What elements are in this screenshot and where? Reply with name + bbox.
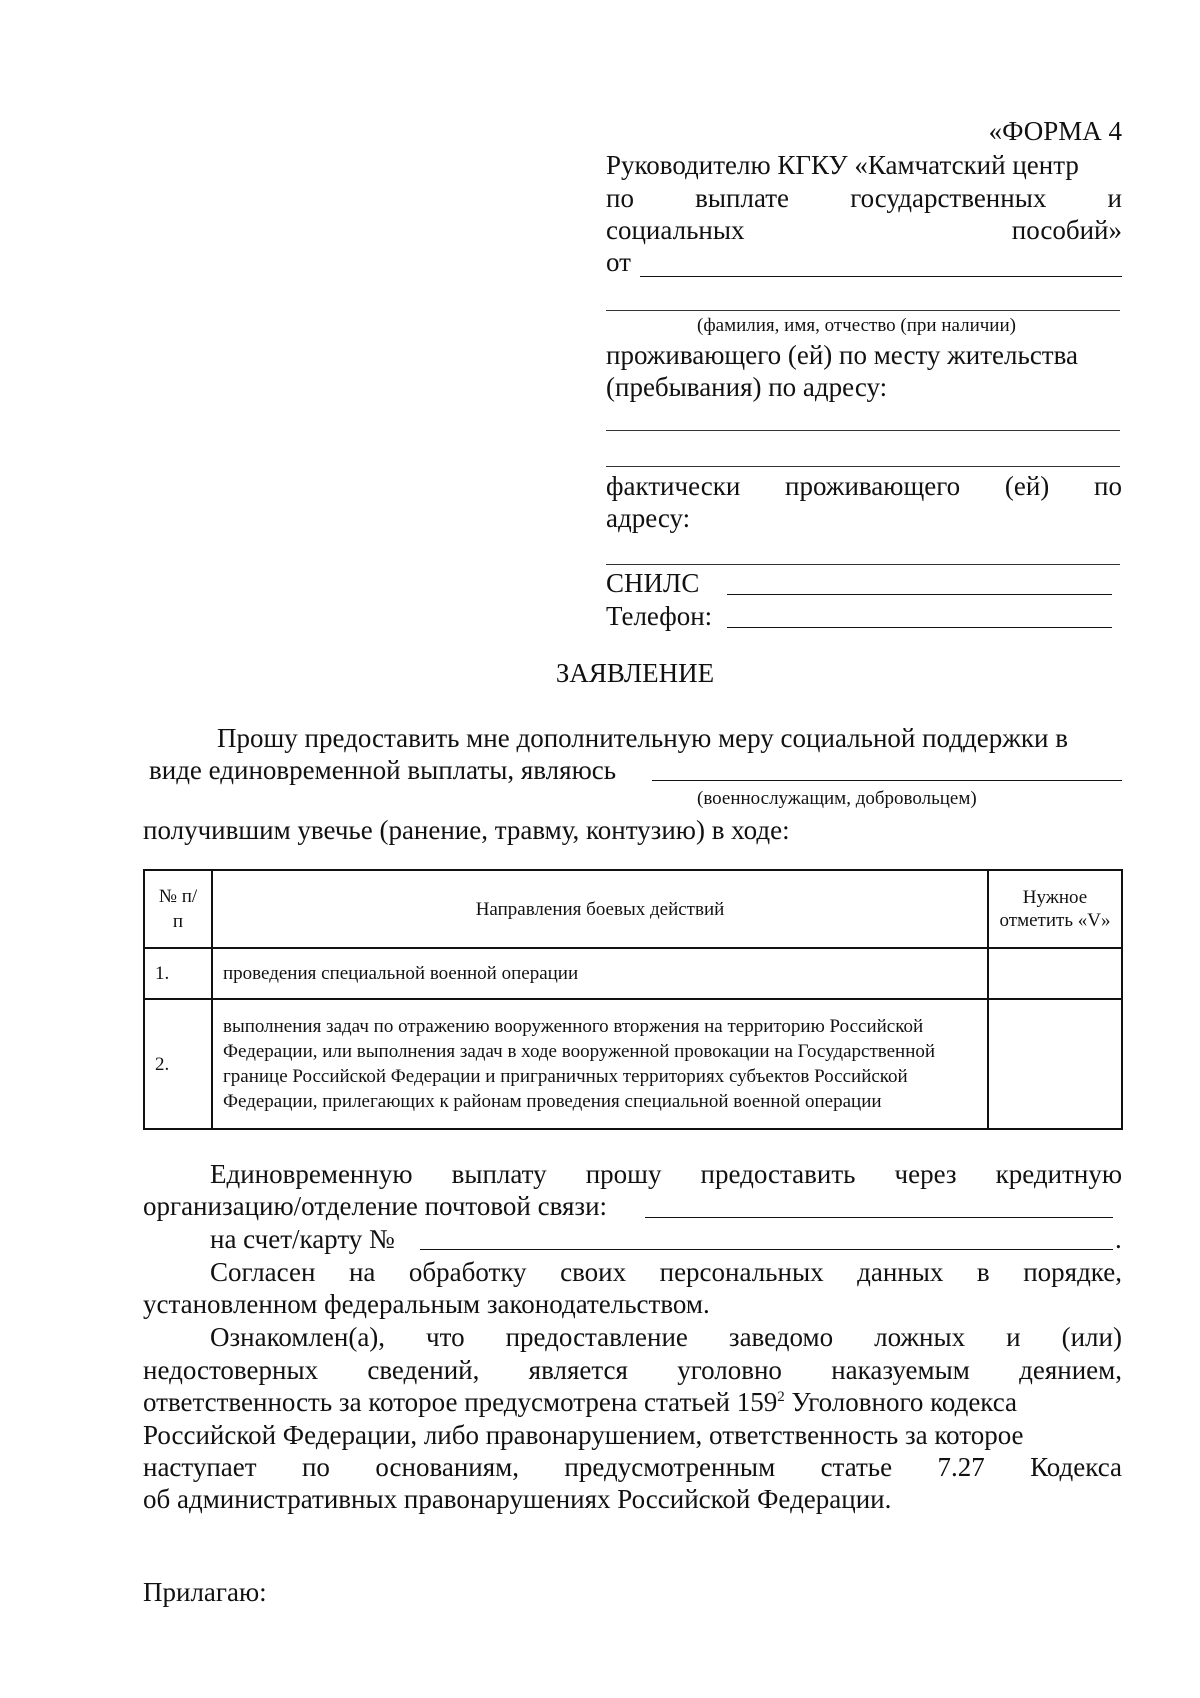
form-number: «ФОРМА 4 xyxy=(988,116,1122,146)
account-number-field[interactable] xyxy=(420,1249,1113,1250)
status-hint: (военнослужащим, добровольцем) xyxy=(697,788,977,809)
consent-line-2: установленном федеральным законодательством. xyxy=(143,1289,710,1319)
liability-line-5: наступает по основаниям, предусмотренным статье 7.27 Кодекса xyxy=(143,1452,1122,1482)
header-mark: Нужное отметить «V» xyxy=(988,870,1122,948)
payment-line-2: организацию/отделение почтовой связи: xyxy=(143,1191,608,1221)
status-field[interactable] xyxy=(652,780,1122,781)
residence-line-2: (пребывания) по адресу: xyxy=(606,372,888,402)
residence-line-1: проживающего (ей) по месту жительства xyxy=(606,340,1078,370)
actual-address-field[interactable] xyxy=(606,564,1120,565)
row-text: проведения специальной военной операции xyxy=(212,948,988,999)
bank-field[interactable] xyxy=(645,1217,1113,1218)
addressee-line-1: Руководителю КГКУ «Камчатский центр xyxy=(606,150,1079,180)
row-num: 2. xyxy=(144,999,212,1129)
liability-line-6: об административных правонарушениях Российской Федерации. xyxy=(143,1484,892,1514)
phone-field[interactable] xyxy=(727,627,1112,628)
liability-line-1: Ознакомлен(а), что предоставление заведомо ложных и (или) xyxy=(210,1322,1122,1352)
article-superscript: 2 xyxy=(777,1389,785,1405)
consent-line-1: Согласен на обработку своих персональных данных в порядке, xyxy=(210,1257,1122,1287)
row-text: выполнения задач по отражению вооруженного вторжения на территорию Российской Федерации, или выполнения задач в ходе вооруженной провокации на Государственной границе Российской Федерации и приграничных территориях субъектов Российской Федерации, прилегающих к районам проведения специальной военной операции xyxy=(212,999,988,1129)
liability-line-4: Российской Федерации, либо правонарушением, ответственность за которое xyxy=(143,1420,1024,1450)
request-line-2: виде единовременной выплаты, являюсь xyxy=(149,755,617,785)
phone-label: Телефон: xyxy=(606,601,713,631)
actual-address-line-1: фактически проживающего (ей) по xyxy=(606,471,1122,501)
residence-address-field-2[interactable] xyxy=(606,466,1120,467)
from-name-field-line-2[interactable] xyxy=(606,310,1120,311)
attachments-label: Прилагаю: xyxy=(143,1577,267,1607)
addressee-line-3: социальных пособий» xyxy=(606,215,1122,245)
request-line-1: Прошу предоставить мне дополнительную меру социальной поддержки в xyxy=(217,723,1068,753)
payment-line-1: Единовременную выплату прошу предоставить через кредитную xyxy=(210,1159,1122,1189)
from-label: от xyxy=(606,247,631,277)
actual-address-line-2: адресу: xyxy=(606,503,691,533)
residence-address-field-1[interactable] xyxy=(606,430,1120,431)
fio-hint: (фамилия, имя, отчество (при наличии) xyxy=(697,315,1016,336)
liability-line-2: недостоверных сведений, является уголовно наказуемым деянием, xyxy=(143,1355,1122,1385)
header-num: № п/п xyxy=(144,870,212,948)
liability-line-3: ответственность за которое предусмотрена статьей $159^2$ Уголовного кодекса xyxy=(143,1387,1018,1417)
table-row xyxy=(144,999,1122,1129)
request-line-3: получившим увечье (ранение, травму, контузию) в ходе: xyxy=(143,815,790,845)
from-name-field[interactable] xyxy=(640,276,1122,277)
addressee-line-2: по выплате государственных и xyxy=(606,183,1122,213)
account-label: на счет/карту № xyxy=(210,1224,395,1254)
account-end: . xyxy=(1115,1224,1122,1254)
table-row xyxy=(144,948,1122,999)
snils-label: СНИЛС xyxy=(606,568,700,598)
header-direction: Направления боевых действий xyxy=(212,870,988,948)
row-mark-cell[interactable] xyxy=(988,999,1122,1129)
snils-field[interactable] xyxy=(727,594,1112,595)
document-title: ЗАЯВЛЕНИЕ xyxy=(555,658,715,688)
table-header-row xyxy=(144,870,1122,948)
row-num: 1. xyxy=(144,948,212,999)
row-mark-cell[interactable] xyxy=(988,948,1122,999)
combat-directions-table xyxy=(143,869,1123,1130)
